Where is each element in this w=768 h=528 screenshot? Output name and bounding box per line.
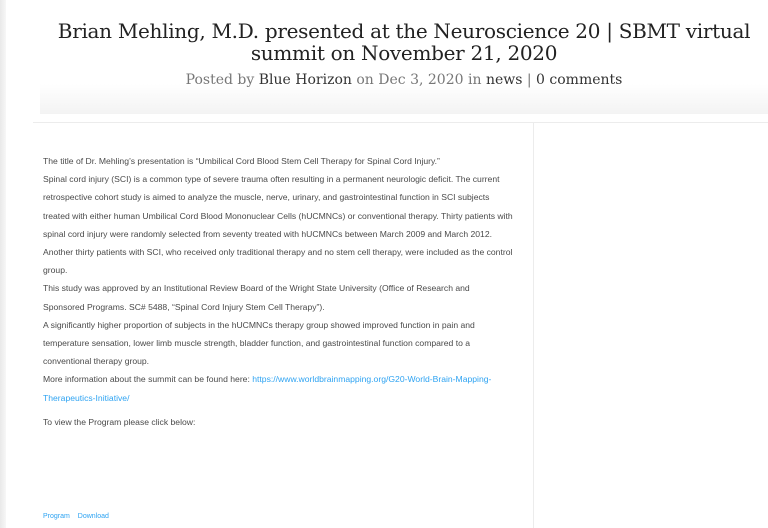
category-link[interactable]: news — [485, 72, 523, 88]
sidebar-divider — [533, 122, 534, 528]
download-link[interactable]: Download — [77, 513, 109, 520]
program-link[interactable]: Program — [43, 513, 70, 520]
paragraph-view-program: To view the Program please click below: — [43, 416, 196, 427]
meta-separator: | — [526, 72, 532, 88]
post-header — [40, 14, 768, 114]
post-title: Brian Mehling, M.D. presented at the Neuroscience 20 | SBMT virtual summit on November 21, 2020 — [57, 19, 751, 65]
content-top-divider — [33, 122, 768, 123]
comments-link[interactable]: 0 comments — [536, 72, 623, 88]
posted-by-label: Posted by — [185, 72, 255, 88]
program-links — [43, 512, 115, 522]
paragraph-more-info — [43, 370, 513, 406]
post-content — [43, 152, 513, 431]
more-info-text: More information about the summit can be found here: — [43, 374, 250, 385]
on-label: on — [356, 72, 374, 88]
paragraph-irb-approval: This study was approved by an Institutional Review Board of the Wright State University (Office of Research and Sponsored Programs. SC# 5488, “Spinal Cord Injury Stem Cell Therapy”). — [43, 283, 470, 312]
paragraph-results: A significantly higher proportion of subjects in the hUCMNCs therapy group showed improved function in pain and temperature sensation, lower limb muscle strength, bladder function, and gastrointestinal function compared to a conventional therapy group. — [43, 319, 475, 367]
author-link[interactable]: Blue Horizon — [258, 72, 352, 88]
in-label: in — [467, 72, 482, 88]
summit-link[interactable]: https://www.worldbrainmapping.org/G20-World-Brain-Mapping-Therapeutics-Initiative/ — [43, 374, 492, 403]
left-edge-shadow — [0, 0, 6, 528]
paragraph-study-summary: Spinal cord injury (SCI) is a common type of severe trauma often resulting in a permanent neurologic deficit. The current retrospective cohort study is aimed to analyze the muscle, nerve, urinary, and gastrointestinal function in SCI subjects treated with either human Umbilical Cord Blood Mononuclear Cells (hUCMNCs) or conventional therapy. Thirty patients with spinal cord injury were randomly selected from seventy treated with hUCMNCs between March 2009 and March 2012. Another thirty patients with SCI, who received only traditional therapy and no stem cell therapy, were included as the control group. — [43, 174, 513, 276]
post-meta — [40, 71, 768, 89]
post-date: Dec 3, 2020 — [378, 72, 464, 88]
paragraph-presentation-title: The title of Dr. Mehling’s presentation is “Umbilical Cord Blood Stem Cell Therapy for Spinal Cord Injury.” — [43, 156, 440, 166]
